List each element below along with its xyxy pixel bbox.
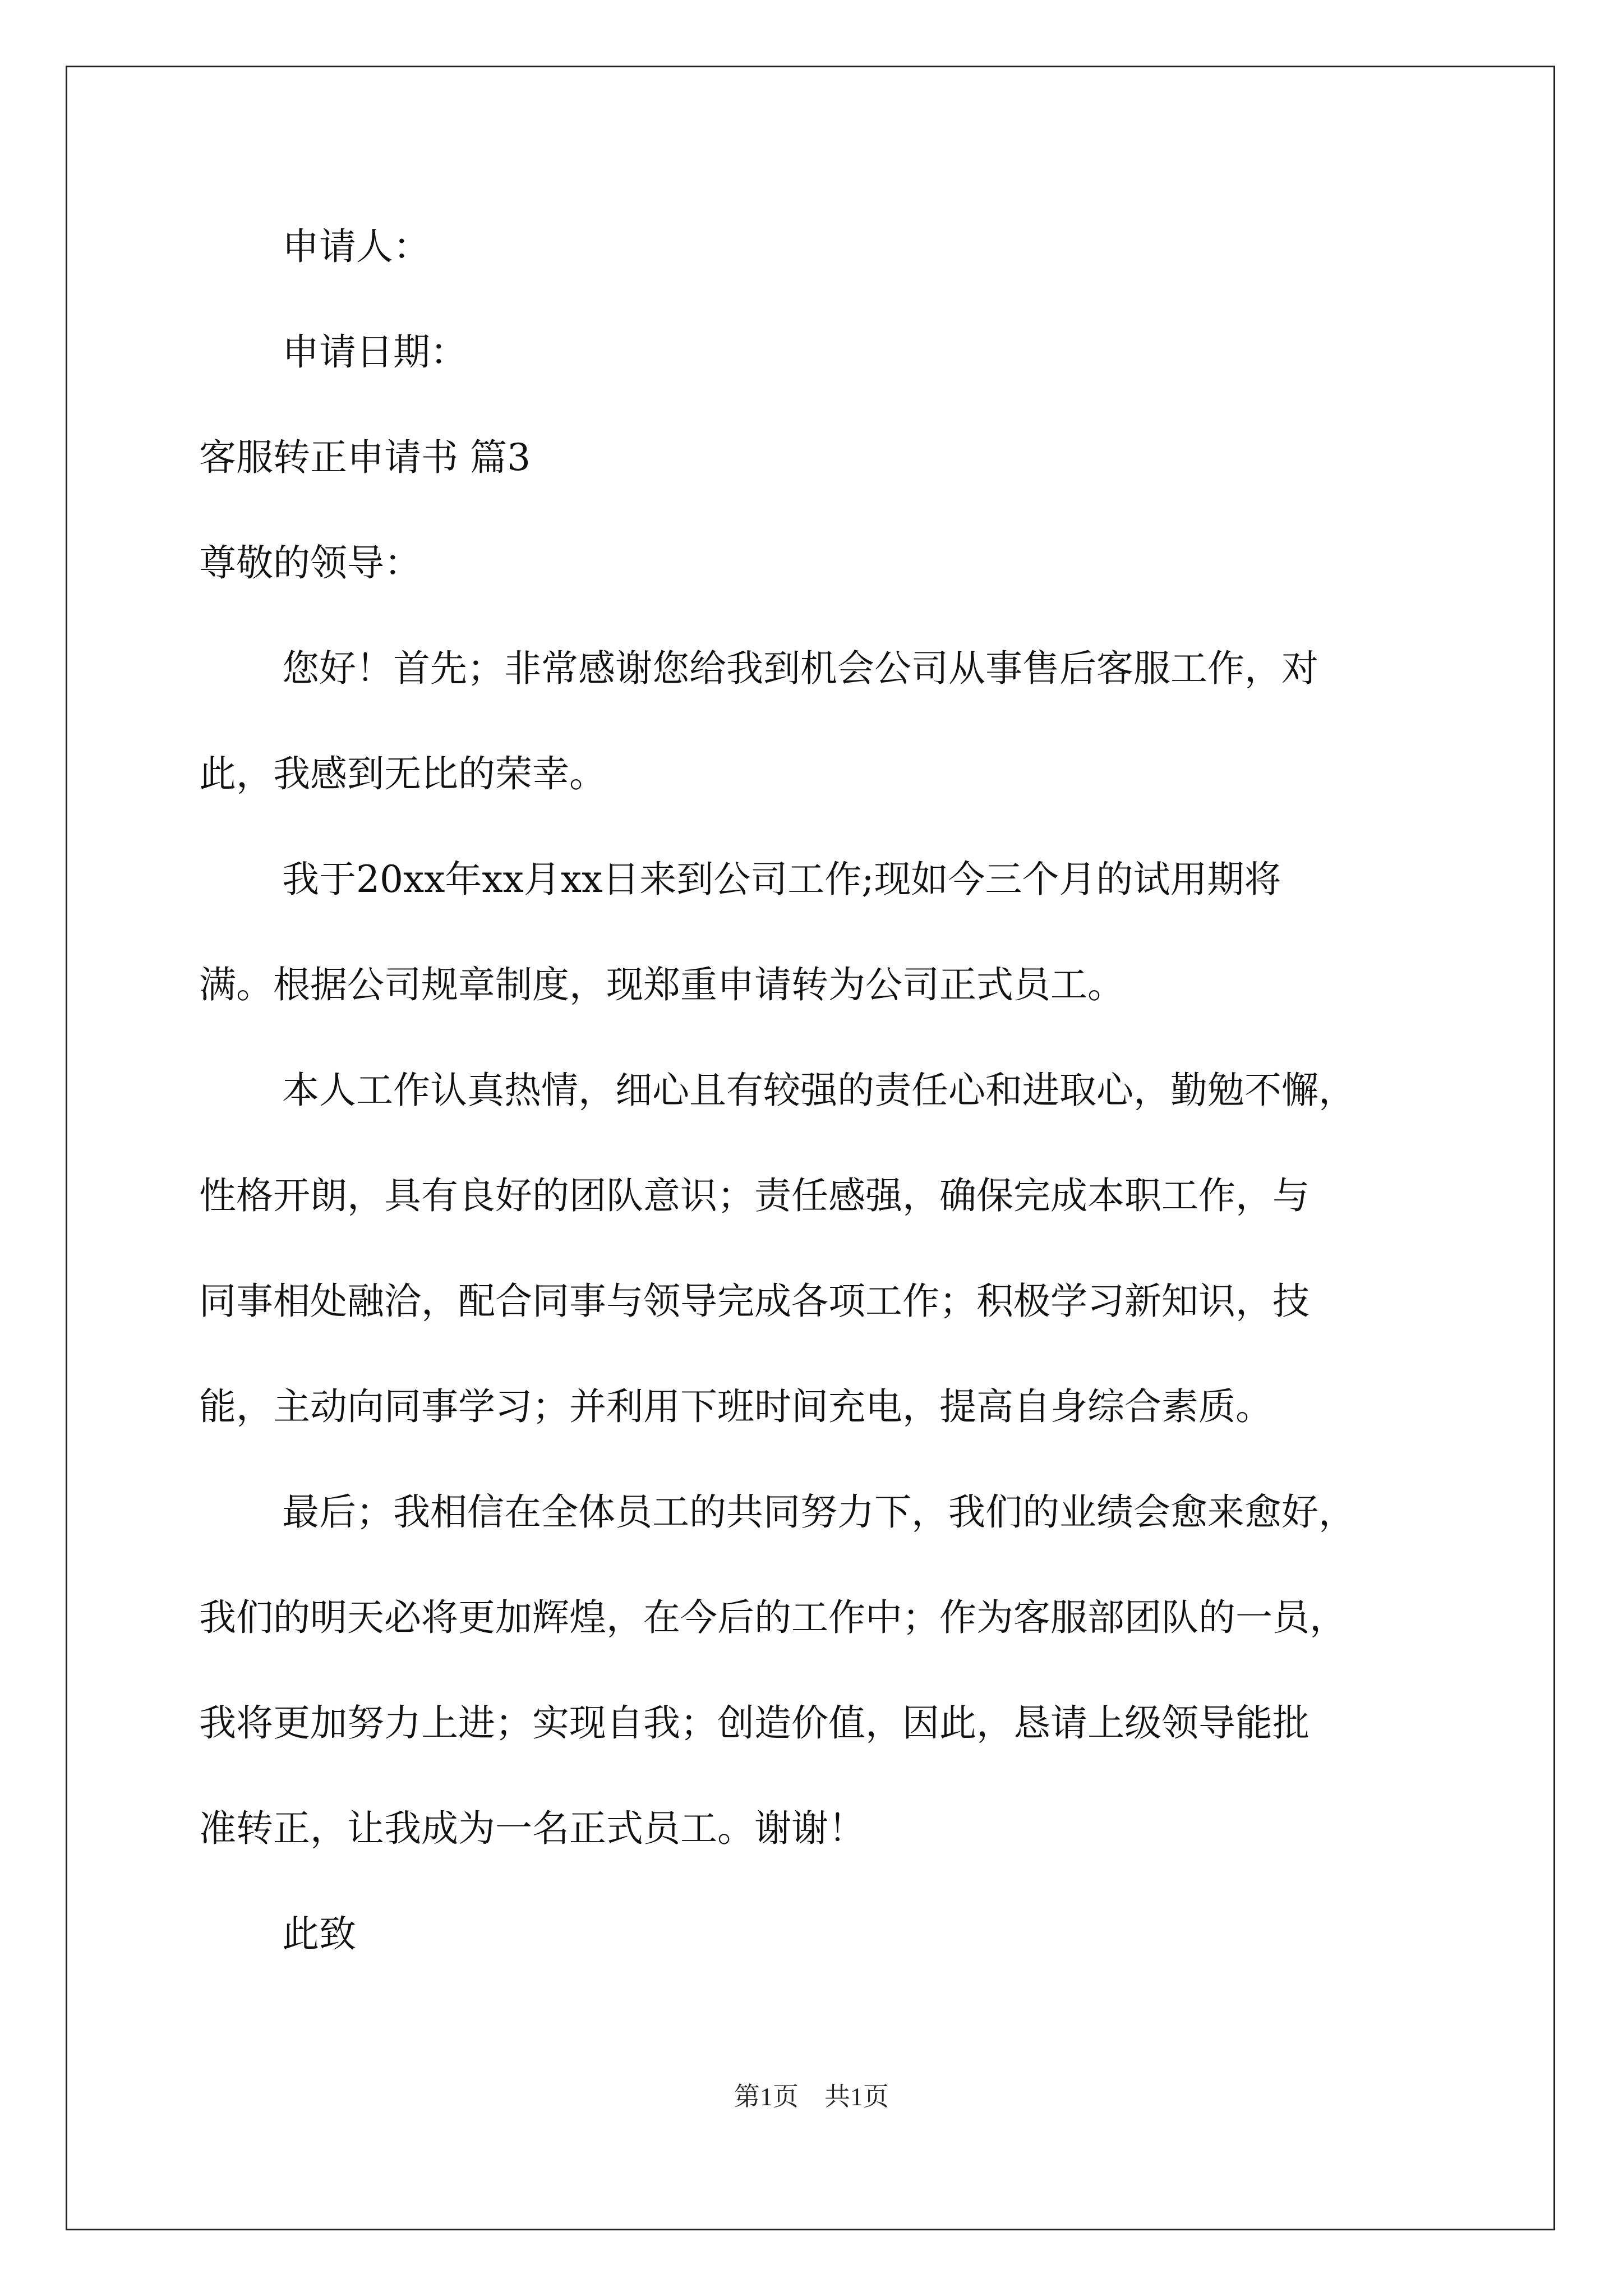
paragraph-line: 此，我感到无比的荣幸。 [199,752,606,795]
salutation: 尊敬的领导： [199,541,421,585]
paragraph-line: 我于20xx年xx月xx日来到公司工作;现如今三个月的试用期将 [282,858,1281,901]
paragraph-line: 准转正，让我成为一名正式员工。谢谢！ [199,1807,865,1850]
page-footer: 第1页 共1页 [734,2082,889,2111]
paragraph-line: 同事相处融洽，配合同事与领导完成各项工作；积极学习新知识，技 [199,1280,1310,1323]
paragraph [199,1484,1422,1857]
paragraph-line: 本人工作认真热情，细心且有较强的责任心和进取心，勤勉不懈， [282,1069,1355,1112]
closing: 此致 [282,1912,356,1955]
paragraph-line: 能，主动向同事学习；并利用下班时间充电，提高自身综合素质。 [199,1385,1272,1428]
paragraph-line: 您好！首先；非常感谢您给我到机会公司从事售后客服工作，对 [282,647,1318,690]
paragraph [199,641,1422,802]
date-label: 申请日期： [282,330,467,374]
letter-body [199,219,1422,2012]
letter-title: 客服转正申请书 篇3 [199,436,531,479]
paragraph-line: 满。根据公司规章制度，现郑重申请转为公司正式员工。 [199,963,1124,1006]
paragraph-line: 最后；我相信在全体员工的共同努力下，我们的业绩会愈来愈好， [282,1490,1355,1534]
paragraph [199,852,1422,1013]
applicant-label: 申请人： [282,225,430,268]
paragraph [199,1062,1422,1435]
paragraph-line: 我们的明天必将更加辉煌，在今后的工作中；作为客服部团队的一员， [199,1596,1347,1639]
paragraph-line: 我将更加努力上进；实现自我；创造价值，因此，恳请上级领导能批 [199,1701,1310,1745]
paragraph-line: 性格开朗，具有良好的团队意识；责任感强，确保完成本职工作，与 [199,1174,1310,1217]
